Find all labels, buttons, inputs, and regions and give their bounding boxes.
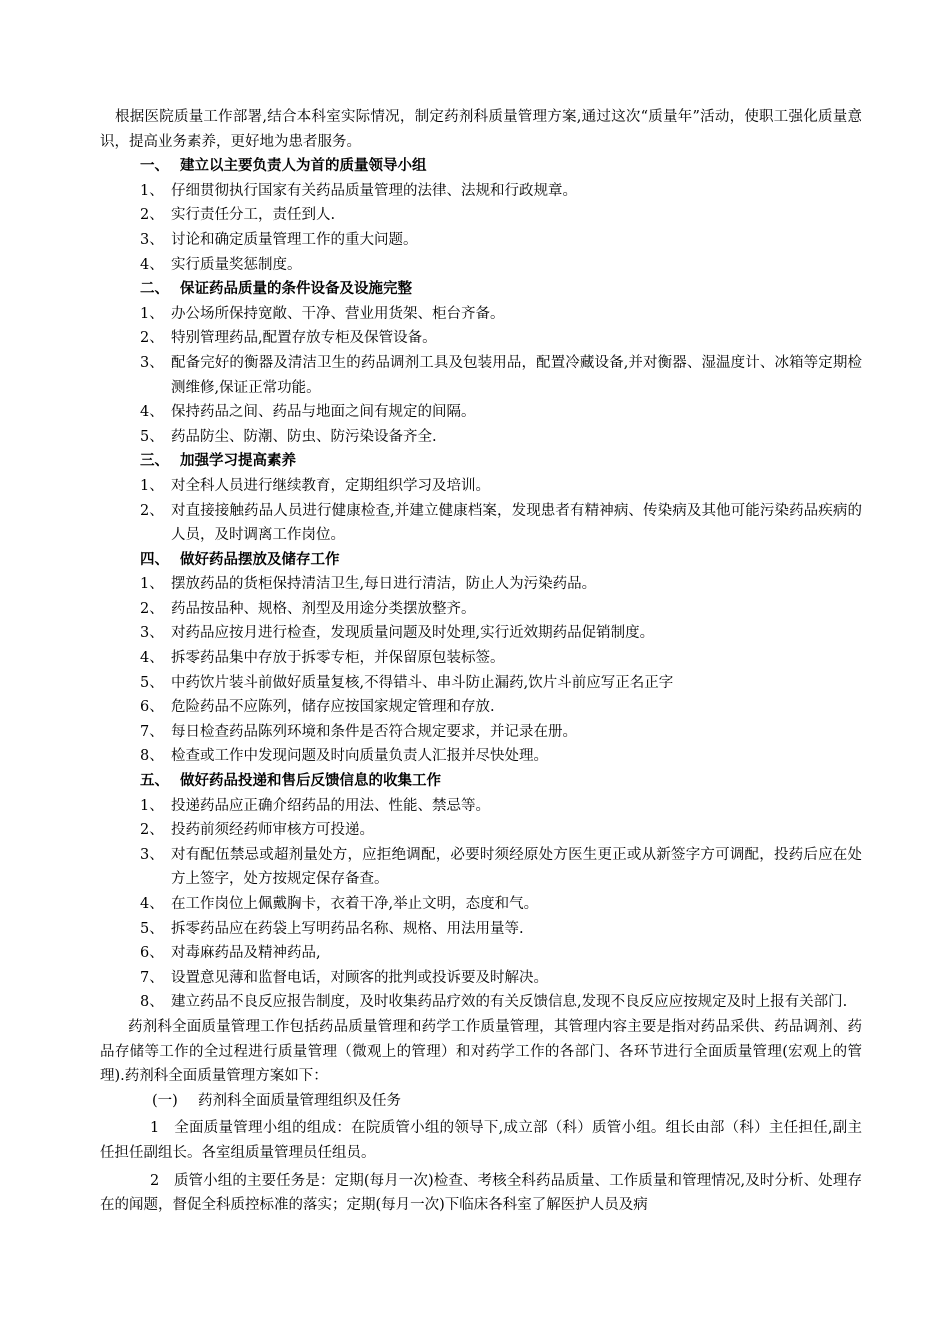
list-item bbox=[100, 671, 862, 696]
list-item bbox=[100, 941, 862, 966]
sub-paragraph: 2 质管小组的主要任务是：定期(每月一次)检查、考核全科药品质量、工作质量和管理情况,及时分析、处理存在的闻题，督促全科质控标准的落实；定期(每月一次)下临床各科室了解医护人员及病 bbox=[100, 1172, 862, 1214]
list-item-number: 4、 bbox=[140, 896, 164, 912]
list-item bbox=[100, 621, 862, 646]
list-item-number: 1、 bbox=[140, 576, 164, 593]
list-item-number: 7、 bbox=[140, 723, 164, 740]
section-title: 加强学习提高素养 bbox=[180, 452, 296, 470]
list-item bbox=[100, 597, 862, 622]
list-item bbox=[100, 351, 862, 400]
list-item bbox=[100, 695, 862, 720]
list-item-text: 对药品应按月进行检查，发现质量问题及时处理,实行近效期药品促销制度。 bbox=[171, 625, 655, 642]
list-item-text: 配备完好的衡器及清洁卫生的药品调剂工具及包装用品，配置冷藏设备,并对衡器、湿温度计、冰箱等定期检测维修,保证正常功能。 bbox=[171, 354, 862, 396]
list-item bbox=[100, 253, 862, 278]
list-item-number: 7、 bbox=[140, 969, 164, 986]
list-item bbox=[100, 302, 862, 327]
list-item bbox=[100, 794, 862, 819]
subsection-title: 药剂科全面质量管理组织及任务 bbox=[198, 1092, 401, 1109]
section-number: 一、 bbox=[140, 157, 169, 175]
intro-paragraph: 根据医院质量工作部署,结合本科室实际情况，制定药剂科质量管理方案,通过这次“质量年”活动，使职工强化质量意识，提高业务素养，更好地为患者服务。 bbox=[100, 109, 862, 150]
list-item bbox=[100, 843, 862, 892]
list-item-text: 特别管理药品,配置存放专柜及保管设备。 bbox=[171, 330, 437, 347]
list-item bbox=[100, 572, 862, 597]
list-item-text: 检查或工作中发现问题及时向质量负责人汇报并尽快处理。 bbox=[171, 748, 548, 765]
list-item bbox=[100, 892, 862, 917]
list-item-text: 拆零药品集中存放于拆零专柜，并保留原包装标签。 bbox=[171, 650, 505, 667]
list-item-number: 2、 bbox=[140, 330, 164, 347]
list-item bbox=[100, 917, 862, 942]
list-item-text: 办公场所保持宽敞、干净、营业用货架、柜台齐备。 bbox=[171, 305, 505, 322]
list-item-number: 4、 bbox=[140, 650, 164, 667]
list-item-number: 1、 bbox=[140, 305, 164, 322]
list-item-number: 2、 bbox=[140, 207, 164, 224]
sections-container bbox=[100, 154, 862, 1015]
section-title: 做好药品投递和售后反馈信息的收集工作 bbox=[180, 772, 441, 790]
list-item bbox=[100, 179, 862, 204]
list-item bbox=[100, 400, 862, 425]
list-item-text: 仔细贯彻执行国家有关药品质量管理的法律、法规和行政规章。 bbox=[171, 182, 577, 199]
list-item-number: 4、 bbox=[140, 256, 164, 273]
list-item-text: 每日检查药品陈列环境和条件是否符合规定要求，并记录在册。 bbox=[171, 723, 577, 740]
list-item-number: 6、 bbox=[140, 699, 164, 716]
list-item-text: 实行质量奖惩制度。 bbox=[171, 256, 302, 273]
section-heading bbox=[100, 154, 862, 179]
list-item-text: 在工作岗位上佩戴胸卡，衣着干净,举止文明，态度和气。 bbox=[171, 896, 539, 912]
subsection-heading bbox=[100, 1089, 862, 1114]
list-item-text: 讨论和确定质量管理工作的重大问题。 bbox=[171, 231, 418, 248]
sub-paragraph: 1 全面质量管理小组的组成：在院质管小组的领导下,成立部（科）质管小组。组长由部（科）主任担任,副主任担任副组长。各室组质量管理员任组员。 bbox=[100, 1120, 862, 1161]
list-item bbox=[100, 203, 862, 228]
list-item-number: 1、 bbox=[140, 477, 164, 494]
list-item-text: 拆零药品应在药袋上写明药品名称、规格、用法用量等. bbox=[171, 920, 524, 937]
section-heading bbox=[100, 548, 862, 573]
list-item-number: 6、 bbox=[140, 945, 164, 962]
list-item-text: 保持药品之间、药品与地面之间有规定的间隔。 bbox=[171, 404, 476, 421]
list-item-text: 建立药品不良反应报告制度，及时收集药品疗效的有关反馈信息,发现不良反应应按规定及时上报有关部门. bbox=[171, 994, 848, 1011]
list-item bbox=[100, 990, 862, 1015]
list-item-number: 5、 bbox=[140, 428, 164, 445]
list-item-number: 2、 bbox=[140, 600, 164, 617]
list-item bbox=[100, 228, 862, 253]
list-item-text: 对有配伍禁忌或超剂量处方，应拒绝调配，必要时须经原处方医生更正或从新签字方可调配，投药后应在处方上签字，处方按规定保存备查。 bbox=[171, 846, 862, 888]
subsection-number: (一) bbox=[152, 1092, 178, 1109]
section-title: 建立以主要负责人为首的质量领导小组 bbox=[180, 157, 427, 175]
list-item bbox=[100, 499, 862, 548]
list-item-text: 药品按品种、规格、剂型及用途分类摆放整齐。 bbox=[171, 600, 476, 617]
summary-paragraph: 药剂科全面质量管理工作包括药品质量管理和药学工作质量管理，其管理内容主要是指对药品采供、药品调剂、药品存储等工作的全过程进行质量管理（微观上的管理）和对药学工作的各部门、各环节进行全面质量管理(宏观上的管理).药剂科全面质量管理方案如下： bbox=[100, 1018, 862, 1085]
section-title: 保证药品质量的条件设备及设施完整 bbox=[180, 280, 412, 298]
list-item-text: 对毒麻药品及精神药品, bbox=[171, 945, 321, 962]
list-item bbox=[100, 326, 862, 351]
list-item-number: 3、 bbox=[140, 625, 164, 642]
section-heading bbox=[100, 449, 862, 474]
list-item-text: 投药前须经药师审核方可投递。 bbox=[171, 822, 374, 839]
section-number: 四、 bbox=[140, 550, 169, 568]
section-number: 三、 bbox=[140, 452, 169, 470]
list-item-text: 危险药品不应陈列，储存应按国家规定管理和存放. bbox=[171, 699, 495, 716]
section-number: 二、 bbox=[140, 280, 169, 298]
list-item-number: 2、 bbox=[140, 502, 164, 519]
list-item-text: 药品防尘、防潮、防虫、防污染设备齐全. bbox=[171, 428, 437, 445]
list-item-number: 1、 bbox=[140, 182, 164, 199]
list-item-text: 对全科人员进行继续教育，定期组织学习及培训。 bbox=[171, 477, 490, 494]
list-item bbox=[100, 744, 862, 769]
list-item-text: 中药饮片装斗前做好质量复核,不得错斗、串斗防止漏药,饮片斗前应写正名正字 bbox=[171, 674, 674, 691]
list-item bbox=[100, 425, 862, 450]
list-item bbox=[100, 646, 862, 671]
list-item-text: 投递药品应正确介绍药品的用法、性能、禁忌等。 bbox=[171, 797, 490, 814]
section-title: 做好药品摆放及储存工作 bbox=[180, 550, 340, 568]
list-item bbox=[100, 474, 862, 499]
section-heading bbox=[100, 769, 862, 794]
list-item-text: 对直接接触药品人员进行健康检查,并建立健康档案，发现患者有精神病、传染病及其他可能污染药品疾病的人员，及时调离工作岗位。 bbox=[171, 502, 862, 544]
list-item-text: 摆放药品的货柜保持清洁卫生,每日进行清洁，防止人为污染药品。 bbox=[171, 576, 597, 593]
list-item bbox=[100, 818, 862, 843]
list-item-number: 8、 bbox=[140, 748, 164, 765]
list-item-number: 4、 bbox=[140, 404, 164, 421]
list-item-number: 1、 bbox=[140, 797, 164, 814]
list-item-text: 设置意见薄和监督电话，对顾客的批判或投诉要及时解决。 bbox=[171, 969, 548, 986]
section-heading bbox=[100, 277, 862, 302]
document-body bbox=[100, 105, 862, 1218]
list-item-number: 3、 bbox=[140, 846, 164, 863]
list-item-number: 5、 bbox=[140, 674, 164, 691]
section-number: 五、 bbox=[140, 772, 169, 790]
list-item-number: 3、 bbox=[140, 354, 164, 371]
list-item-number: 2、 bbox=[140, 822, 164, 839]
list-item-number: 8、 bbox=[140, 994, 164, 1011]
list-item-text: 实行责任分工，责任到人. bbox=[171, 207, 336, 224]
list-item-number: 5、 bbox=[140, 920, 164, 937]
list-item bbox=[100, 966, 862, 991]
list-item bbox=[100, 720, 862, 745]
list-item-number: 3、 bbox=[140, 231, 164, 248]
